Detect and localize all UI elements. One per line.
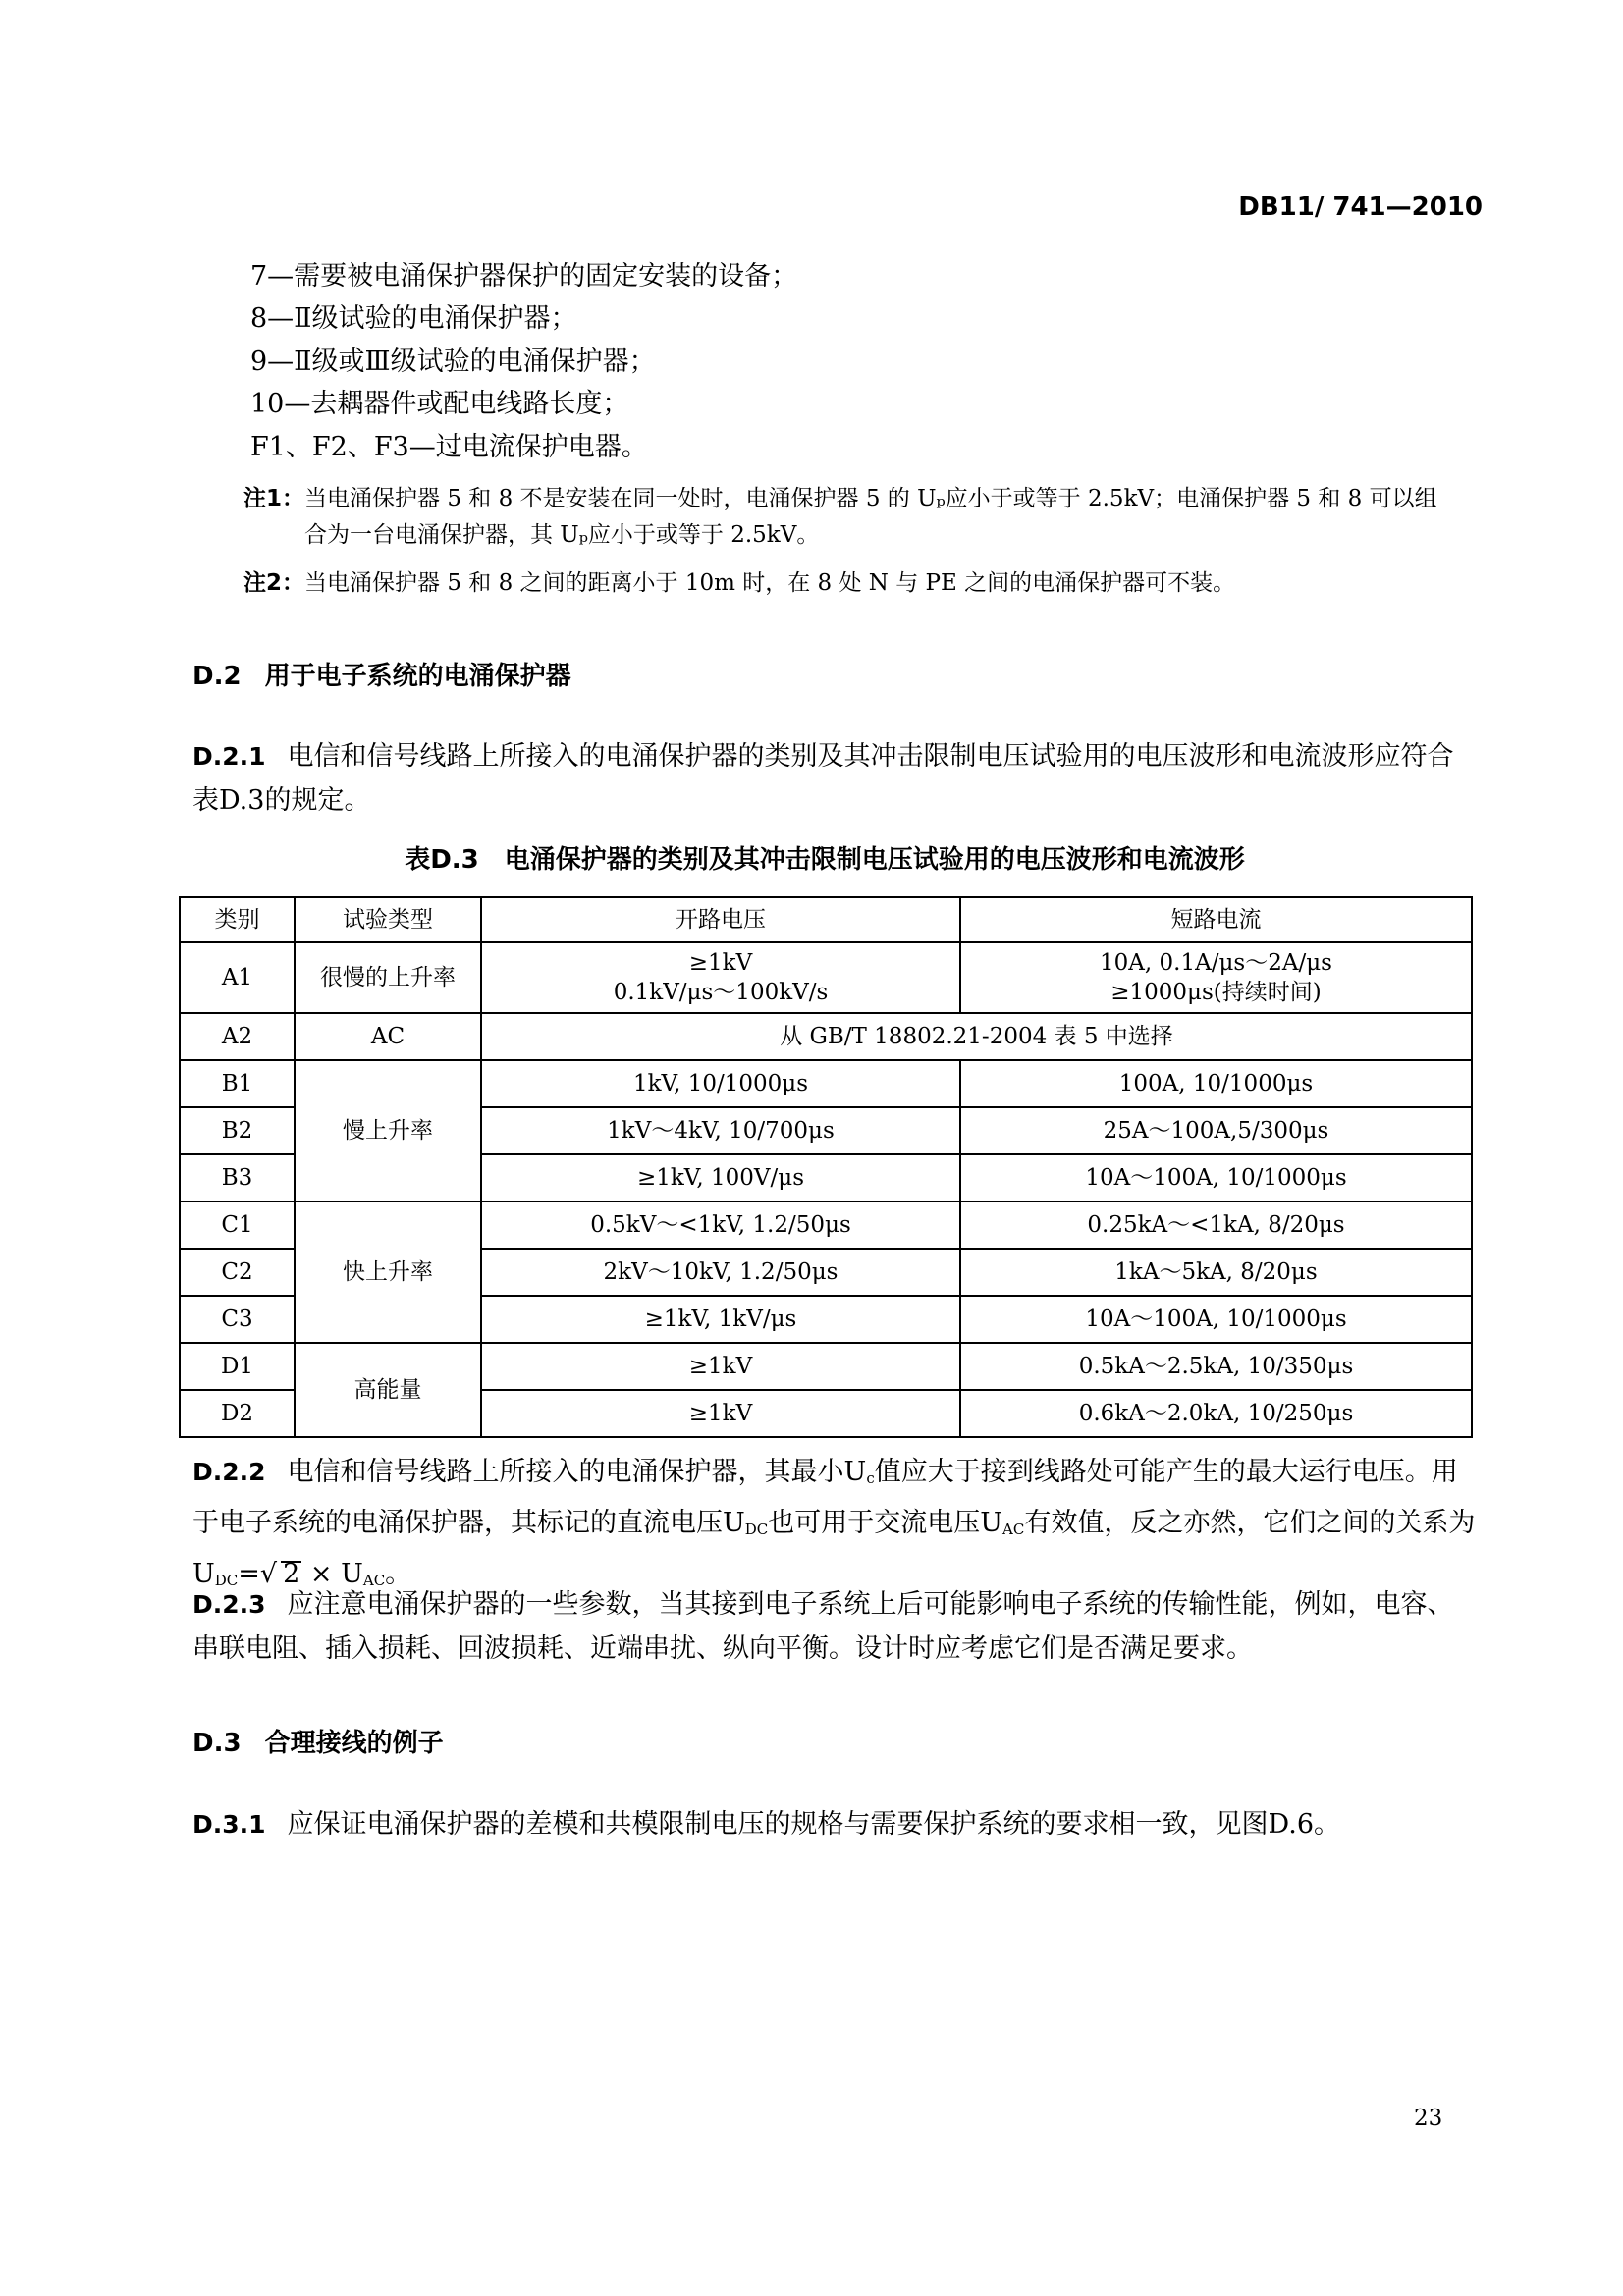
note-1-continuation: 合为一台电涌保护器，其 Uₚ应小于或等于 2.5kV。 bbox=[304, 522, 820, 548]
page-number: 23 bbox=[1414, 2106, 1443, 2131]
legend-item: 7—需要被电涌保护器保护的固定安装的设备； bbox=[250, 261, 798, 292]
cell-voltage: ≥1kV, 1kV/μs bbox=[481, 1296, 960, 1343]
cell-voltage bbox=[481, 942, 960, 1013]
col-header-open-circuit-voltage: 开路电压 bbox=[481, 897, 960, 942]
note-2-tag: 注2： bbox=[243, 570, 305, 596]
clause-text: × U bbox=[301, 1559, 363, 1589]
clause-text: 应保证电涌保护器的差模和共模限制电压的规格与需要保护系统的要求相一致，见图D.6。 bbox=[287, 1809, 1340, 1840]
col-header-category: 类别 bbox=[180, 897, 295, 942]
document-code: DB11/ 741—2010 bbox=[1238, 192, 1483, 222]
clause-text: 电信和信号线路上所接入的电涌保护器，其最小U bbox=[287, 1457, 867, 1487]
section-heading-d2 bbox=[192, 656, 571, 692]
cell-current: 1kA～5kA, 8/20μs bbox=[960, 1249, 1472, 1296]
cell-test-type: AC bbox=[295, 1013, 481, 1060]
spd-category-table bbox=[179, 896, 1473, 1438]
cell-voltage: 1kV～4kV, 10/700μs bbox=[481, 1107, 960, 1154]
cell-merged: 从 GB/T 18802.21-2004 表 5 中选择 bbox=[481, 1013, 1472, 1060]
legend-item: 10—去耦器件或配电线路长度； bbox=[250, 389, 629, 419]
cell-line: 10A, 0.1A/μs～2A/μs bbox=[1100, 950, 1332, 976]
cell-voltage: ≥1kV, 100V/μs bbox=[481, 1154, 960, 1201]
note-1-tag: 注1： bbox=[243, 486, 305, 511]
subscript: c bbox=[866, 1469, 875, 1487]
table-row bbox=[180, 1060, 1472, 1107]
cell-category: D1 bbox=[180, 1343, 295, 1390]
subscript: AC bbox=[1002, 1521, 1025, 1538]
clause-number: D.3.1 bbox=[192, 1810, 266, 1839]
col-header-short-circuit-current: 短路电流 bbox=[960, 897, 1472, 942]
note-1-text: 当电涌保护器 5 和 8 不是安装在同一处时，电涌保护器 5 的 Uₚ应小于或等于 2.5kV；电涌保护器 5 和 8 可以组 bbox=[304, 486, 1437, 511]
table-row bbox=[180, 1013, 1472, 1060]
cell-voltage: 2kV～10kV, 1.2/50μs bbox=[481, 1249, 960, 1296]
table-row bbox=[180, 1201, 1472, 1249]
cell-category: B2 bbox=[180, 1107, 295, 1154]
clause-d21 bbox=[192, 734, 1479, 823]
clause-d22 bbox=[192, 1450, 1479, 1603]
legend-item: 8—Ⅱ级试验的电涌保护器； bbox=[250, 303, 577, 334]
subscript: DC bbox=[214, 1572, 239, 1589]
cell-category: C2 bbox=[180, 1249, 295, 1296]
cell-voltage: ≥1kV bbox=[481, 1390, 960, 1437]
cell-category: A1 bbox=[180, 942, 295, 1013]
clause-text: 也可用于交流电压U bbox=[768, 1508, 1003, 1538]
clause-text: = bbox=[238, 1559, 260, 1589]
sqrt-sign: √ bbox=[259, 1559, 278, 1589]
cell-voltage: 0.5kV～<1kV, 1.2/50μs bbox=[481, 1201, 960, 1249]
cell-category: C3 bbox=[180, 1296, 295, 1343]
cell-category: C1 bbox=[180, 1201, 295, 1249]
cell-category: A2 bbox=[180, 1013, 295, 1060]
cell-voltage: 1kV, 10/1000μs bbox=[481, 1060, 960, 1107]
cell-test-type: 很慢的上升率 bbox=[295, 942, 481, 1013]
sqrt-radicand: 2 bbox=[283, 1559, 300, 1589]
clause-d31 bbox=[192, 1802, 1479, 1846]
cell-voltage: ≥1kV bbox=[481, 1343, 960, 1390]
table-header-row bbox=[180, 897, 1472, 942]
cell-current: 10A～100A, 10/1000μs bbox=[960, 1296, 1472, 1343]
table-row bbox=[180, 1343, 1472, 1390]
clause-number: D.2.1 bbox=[192, 742, 266, 771]
legend-item: 9—Ⅱ级或Ⅲ级试验的电涌保护器； bbox=[250, 347, 656, 377]
subscript: AC bbox=[362, 1572, 386, 1589]
subscript: DC bbox=[744, 1521, 769, 1538]
cell-line: ≥1kV bbox=[688, 950, 753, 976]
cell-line: 0.1kV/μs～100kV/s bbox=[613, 980, 829, 1005]
clause-number: D.2.2 bbox=[192, 1458, 266, 1486]
cell-line: ≥1000μs(持续时间) bbox=[1110, 980, 1322, 1005]
cell-current: 10A～100A, 10/1000μs bbox=[960, 1154, 1472, 1201]
clause-text: 应注意电涌保护器的一些参数，当其接到电子系统上后可能影响电子系统的传输性能，例如，电容、串联电阻、插入损耗、回波损耗、近端串扰、纵向平衡。设计时应考虑它们是否满足要求。 bbox=[192, 1589, 1454, 1664]
section-number: D.3 bbox=[192, 1729, 242, 1758]
clause-number: D.2.3 bbox=[192, 1590, 266, 1619]
clause-text: 有效值，反之亦然，它们之间的关系为U bbox=[192, 1508, 1476, 1589]
section-number: D.2 bbox=[192, 662, 242, 691]
note-1 bbox=[243, 481, 1437, 516]
table-title: 表D.3 电涌保护器的类别及其冲击限制电压试验用的电压波形和电流波形 bbox=[405, 845, 1245, 875]
cell-category: B3 bbox=[180, 1154, 295, 1201]
cell-current: 25A～100A,5/300μs bbox=[960, 1107, 1472, 1154]
cell-current bbox=[960, 942, 1472, 1013]
col-header-test-type: 试验类型 bbox=[295, 897, 481, 942]
cell-current: 0.6kA～2.0kA, 10/250μs bbox=[960, 1390, 1472, 1437]
section-title: 合理接线的例子 bbox=[264, 1729, 444, 1758]
clause-text: 电信和信号线路上所接入的电涌保护器的类别及其冲击限制电压试验用的电压波形和电流波形应符合表D.3的规定。 bbox=[192, 741, 1454, 816]
clause-text: 。 bbox=[385, 1559, 412, 1589]
clause-text: 值应大于接到线路处可能产生的最大运行电压。用于电子系统的电涌保护器，其标记的直流电压U bbox=[192, 1457, 1458, 1538]
cell-current: 0.25kA～<1kA, 8/20μs bbox=[960, 1201, 1472, 1249]
cell-category: D2 bbox=[180, 1390, 295, 1437]
legend-item: F1、F2、F3—过电流保护电器。 bbox=[250, 432, 648, 462]
note-2-text: 当电涌保护器 5 和 8 之间的距离小于 10m 时，在 8 处 N 与 PE 之间的电涌保护器可不装。 bbox=[304, 570, 1236, 596]
cell-test-type: 慢上升率 bbox=[295, 1060, 481, 1201]
section-title: 用于电子系统的电涌保护器 bbox=[264, 662, 571, 691]
note-2 bbox=[243, 565, 1235, 601]
section-heading-d3 bbox=[192, 1723, 444, 1759]
cell-current: 0.5kA～2.5kA, 10/350μs bbox=[960, 1343, 1472, 1390]
cell-test-type: 快上升率 bbox=[295, 1201, 481, 1343]
cell-category: B1 bbox=[180, 1060, 295, 1107]
cell-test-type: 高能量 bbox=[295, 1343, 481, 1437]
clause-d23 bbox=[192, 1582, 1479, 1671]
table-row bbox=[180, 942, 1472, 1013]
cell-current: 100A, 10/1000μs bbox=[960, 1060, 1472, 1107]
